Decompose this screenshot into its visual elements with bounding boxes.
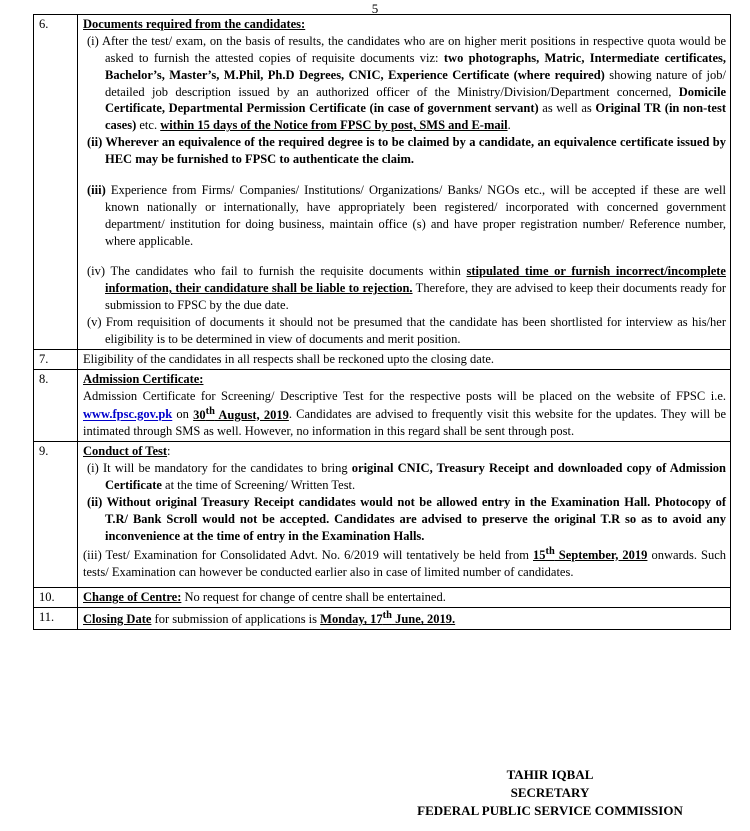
row-content [78, 369, 731, 442]
row-number: 10. [34, 588, 78, 608]
signature-block [370, 766, 730, 821]
section-heading: Conduct of Test: [83, 444, 171, 459]
list-item: (ii) Wherever an equivalence of the required degree is to be claimed by a candidate, an equivalence certificate issued by HEC may be furnished to FPSC to authenticate the claim. [87, 135, 726, 166]
list-item: (iv) The candidates who fail to furnish the requisite documents within stipulated time or furnish incorrect/incomplete information, their candidature shall be liable to rejection. Therefore, they are advised to keep their documents ready for submission to FPSC by the due date. [87, 264, 726, 313]
table-row [34, 608, 731, 630]
table-row [34, 369, 731, 442]
row-number: 7. [34, 349, 78, 369]
list-item: (iii) Test/ Examination for Consolidated Advt. No. 6/2019 will tentatively be held from 15th September, 2019 onwards. Such tests/ Examination can however be conducted earlier also in case of limited number of candidates. [83, 545, 726, 579]
row-number: 9. [34, 442, 78, 588]
instructions-table [33, 14, 731, 630]
list-item: (i) It will be mandatory for the candidates to bring original CNIC, Treasury Receipt and downloaded copy of Admission Certificate at the time of Screening/ Written Test. [87, 461, 726, 493]
list-item: (i) After the test/ exam, on the basis of results, the candidates who are on higher merit positions in respective quota would be asked to furnish the attested copies of requisite documents viz: two photographs, Matric, Intermediate certificates, Bachelor’s, Master’s, M.Phil, Ph.D Degrees, CNIC, Experience Certificate (where required) showing nature of job/ detailed job description issued by an authorized officer of the Ministry/Division/Department concerned, Domicile Certificate, Departmental Permission Certificate (in case of government servant) as well as Original TR (in non-test cases) etc. within 15 days of the Notice from FPSC by post, SMS and E-mail. [87, 33, 726, 133]
list-item: (iii) Experience from Firms/ Companies/ Institutions/ Organizations/ Banks/ NGOs etc., will be accepted if these are well known nationally or internationally, have appropriately been registered/ incorporated with concerned government department/ institution for doing business, maintain office (s) and have proper registration number/ Reference number, where applicable. [87, 182, 726, 248]
signatory-title: SECRETARY [510, 785, 590, 801]
row-number: 8. [34, 369, 78, 442]
list-item: (v) From requisition of documents it should not be presumed that the candidate has been shortlisted for interview as his/her eligibility is to be determined in view of documents and merit position. [87, 315, 726, 346]
section-heading: Documents required from the candidates: [83, 17, 306, 31]
section-heading: Admission Certificate: [83, 371, 204, 386]
row-content [78, 442, 731, 588]
paragraph: Admission Certificate for Screening/ Descriptive Test for the respective posts will be placed on the website of FPSC i.e. www.fpsc.gov.pk on 30th August, 2019. Candidates are advised to frequently visit this website for the updates. They will be intimated through SMS as well. However, no information in this regard shall be sent through post. [83, 388, 727, 439]
fpsc-website-link[interactable]: www.fpsc.gov.pk [83, 407, 173, 422]
table-row [34, 349, 731, 369]
row-number: 6. [34, 15, 78, 350]
row-content: Change of Centre: No request for change of centre shall be entertained. [78, 588, 731, 608]
signatory-organization: FEDERAL PUBLIC SERVICE COMMISSION [417, 803, 683, 819]
table-row [34, 15, 731, 350]
page-number: 5 [371, 1, 379, 16]
row-content: Eligibility of the candidates in all respects shall be reckoned upto the closing date. [78, 349, 731, 369]
row-number: 11. [34, 608, 78, 630]
table-row [34, 442, 731, 588]
row-content: Closing Date for submission of applications is Monday, 17th June, 2019. [78, 608, 731, 630]
table-row [34, 588, 731, 608]
signatory-name: TAHIR IQBAL [506, 767, 594, 782]
row-content [78, 15, 731, 350]
list-item: (ii) Without original Treasury Receipt candidates would not be allowed entry in the Examination Hall. Photocopy of T.R/ Bank Scroll would not be accepted. Candidates are advised to preserve the original T.R so as to avoid any inconvenience at the time of entry in the Examination Halls. [87, 494, 726, 543]
